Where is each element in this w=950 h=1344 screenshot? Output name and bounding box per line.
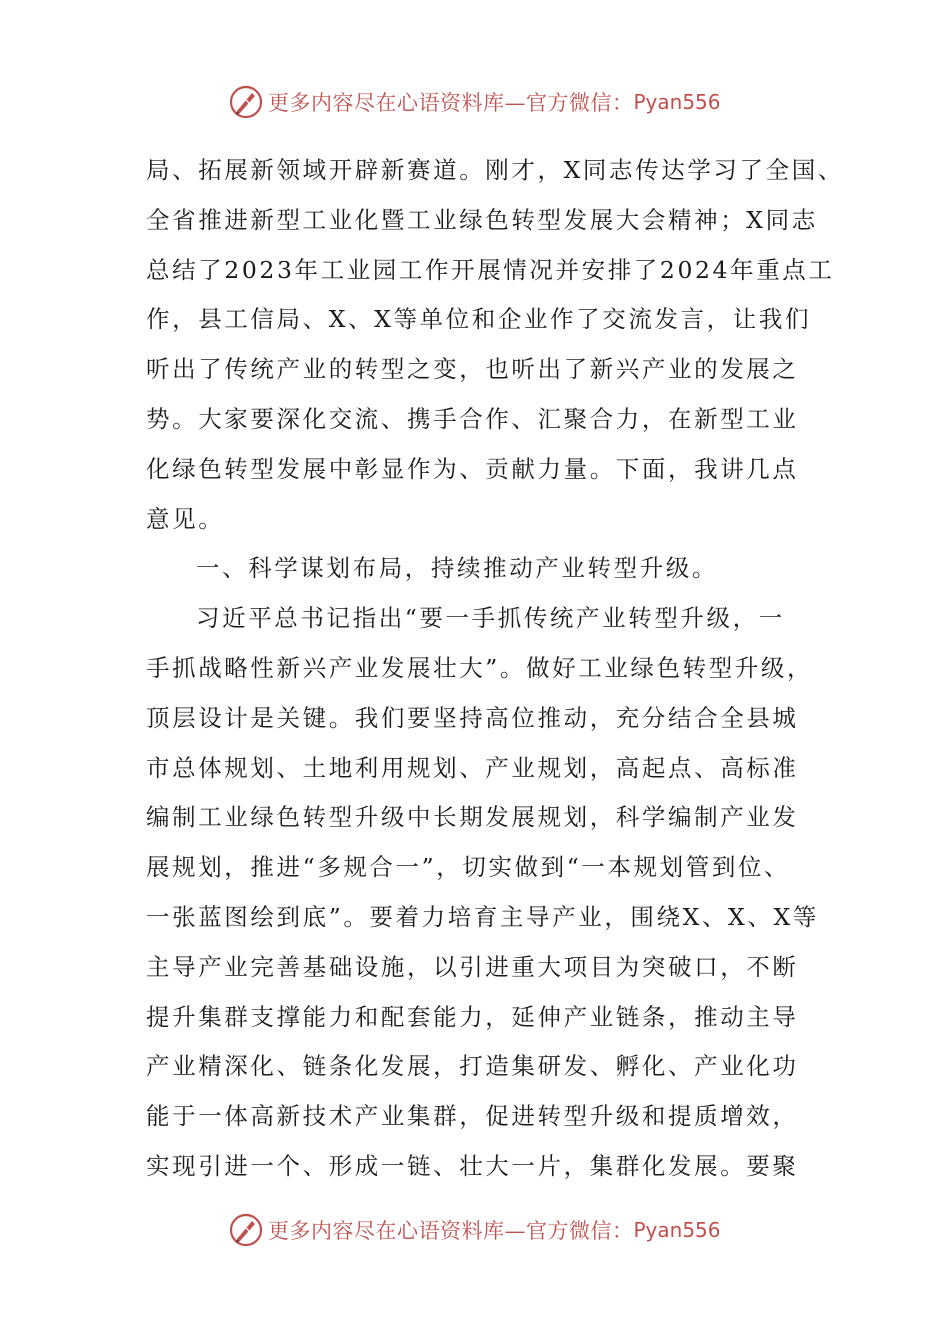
header-watermark-banner[interactable] bbox=[228, 82, 748, 122]
banner-site-text: 更多内容尽在心语资料库—官方微信： bbox=[268, 1219, 634, 1243]
footer-watermark-banner[interactable] bbox=[228, 1210, 748, 1250]
text-line: 实现引进一个、形成一链、壮大一片，集群化发展。要聚 bbox=[146, 1151, 799, 1180]
banner-site-text: 更多内容尽在心语资料库—官方微信： bbox=[268, 91, 634, 115]
text-line: 局、拓展新领域开辟新赛道。刚才，X同志传达学习了全国、 bbox=[146, 156, 844, 184]
text-line: 顶层设计是关键。我们要坚持高位推动，充分结合全县城 bbox=[146, 703, 799, 732]
text-line: 提升集群支撑能力和配套能力，延伸产业链条，推动主导 bbox=[146, 1002, 799, 1031]
document-body bbox=[146, 146, 844, 1192]
quill-logo-icon bbox=[228, 1212, 264, 1248]
section-heading: 一、科学谋划布局，持续推动产业转型升级。 bbox=[196, 554, 718, 583]
text-line: 展规划，推进“多规合一”，切实做到“一本规划管到位、 bbox=[146, 853, 791, 882]
text-line: 市总体规划、土地利用规划、产业规划，高起点、高标准 bbox=[146, 753, 799, 782]
text-line: 总结了2023年工业园工作开展情况并安排了2024年重点工 bbox=[146, 255, 835, 284]
text-line: 意见。 bbox=[146, 504, 225, 533]
text-line: 全省推进新型工业化暨工业绿色转型发展大会精神；X同志 bbox=[146, 205, 818, 234]
text-line: 势。大家要深化交流、携手合作、汇聚合力，在新型工业 bbox=[146, 404, 799, 433]
text-line: 手抓战略性新兴产业发展壮大”。做好工业绿色转型升级， bbox=[146, 653, 814, 682]
text-line: 一张蓝图绘到底”。要着力培育主导产业，围绕X、X、X等 bbox=[146, 902, 819, 931]
text-line: 编制工业绿色转型升级中长期发展规划，科学编制产业发 bbox=[146, 803, 799, 832]
banner-wechat-id: Pyan556 bbox=[633, 90, 721, 114]
banner-wechat-id: Pyan556 bbox=[633, 1218, 721, 1242]
quill-logo-icon bbox=[228, 84, 264, 120]
text-line: 产业精深化、链条化发展，打造集研发、孵化、产业化功 bbox=[146, 1052, 799, 1081]
text-line: 化绿色转型发展中彰显作为、贡献力量。下面，我讲几点 bbox=[146, 454, 799, 483]
text-line: 主导产业完善基础设施，以引进重大项目为突破口，不断 bbox=[146, 952, 799, 981]
text-line: 能于一体高新技术产业集群，促进转型升级和提质增效， bbox=[146, 1102, 799, 1131]
text-line: 作，县工信局、X、X等单位和企业作了交流发言，让我们 bbox=[146, 305, 812, 334]
text-line: 听出了传统产业的转型之变，也听出了新兴产业的发展之 bbox=[146, 355, 799, 384]
text-line: 习近平总书记指出“要一手抓传统产业转型升级，一 bbox=[196, 604, 785, 633]
